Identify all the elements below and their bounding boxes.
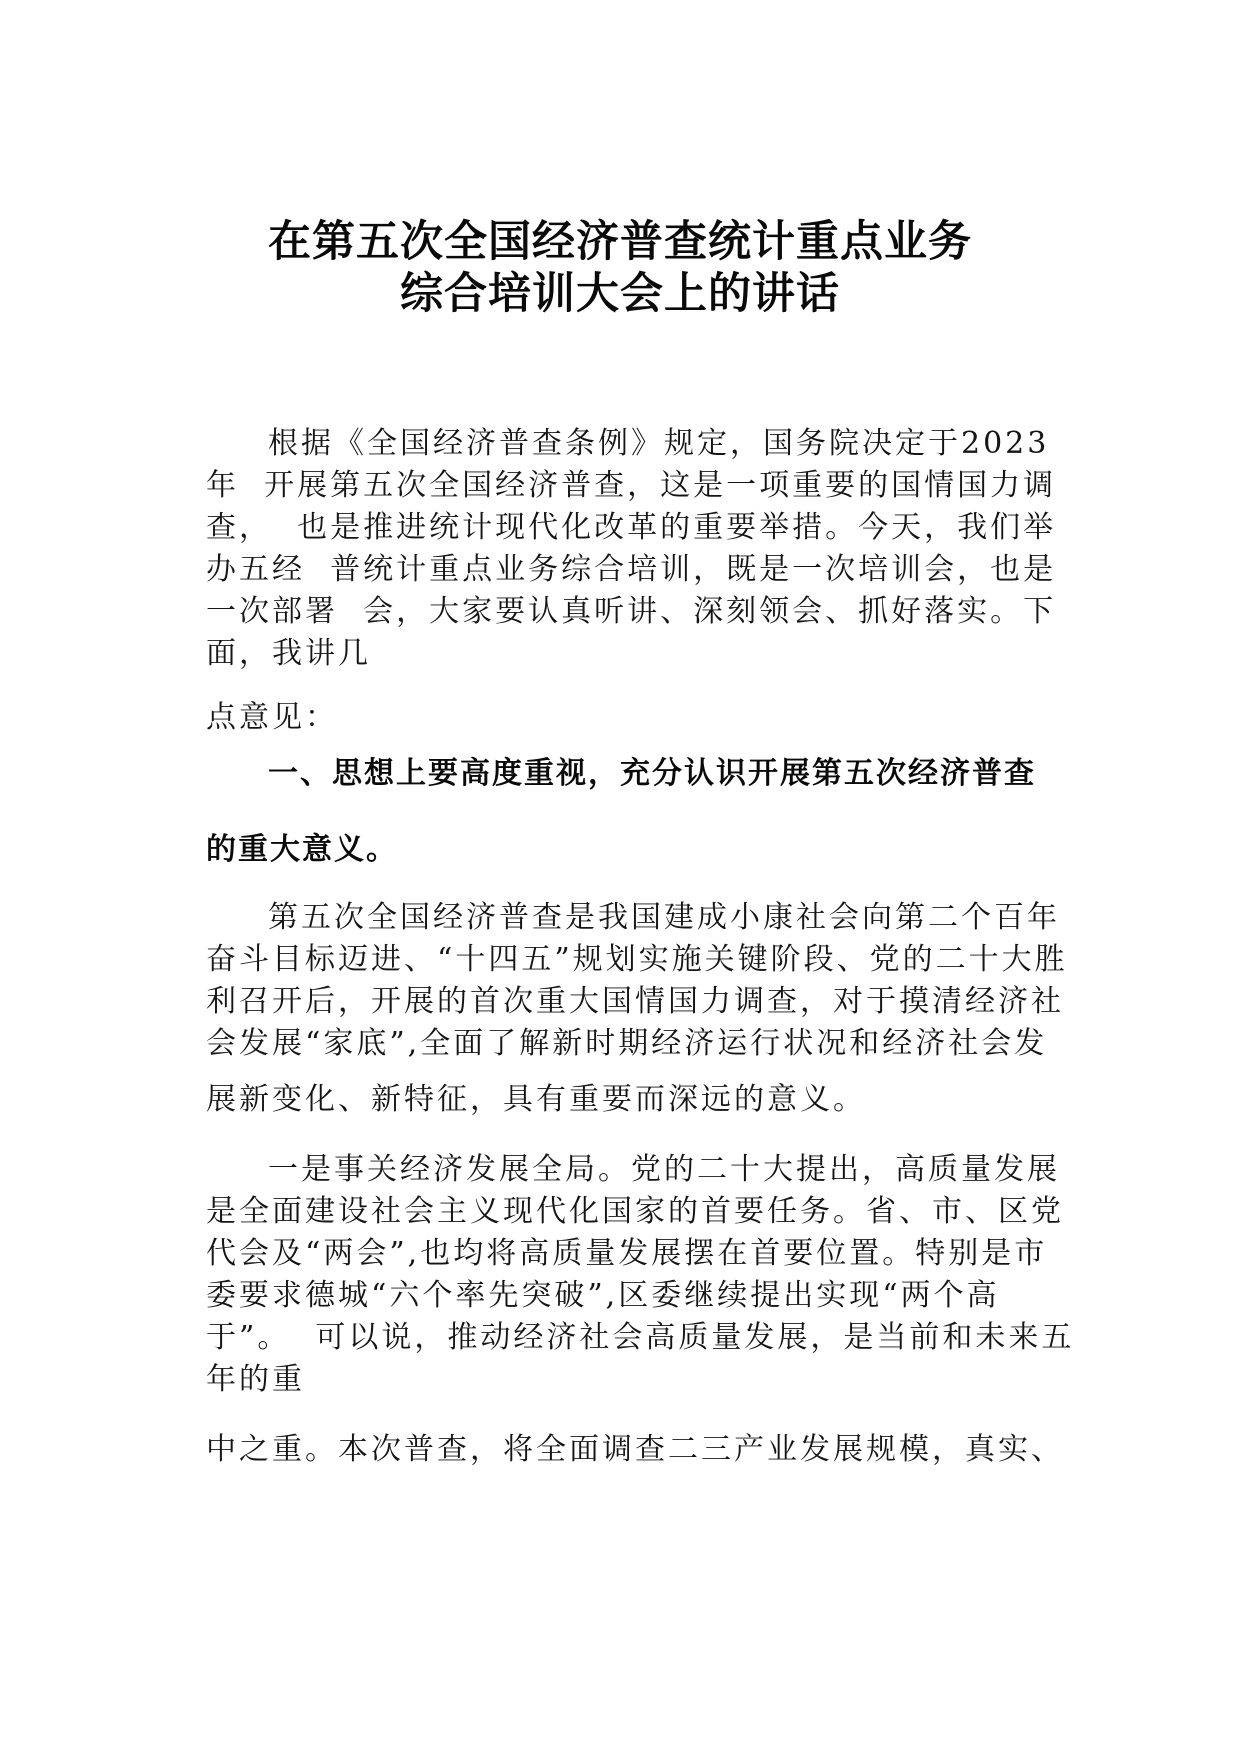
paragraph-1-line-5: 展新变化、新特征，具有重要而深远的意义。 (206, 1082, 866, 1117)
intro-line-6: 面，我讲几 (206, 636, 371, 671)
intro-line-2: 年 开展第五次全国经济普查，这是一项重要的国情国力调 (206, 468, 1057, 503)
paragraph-1-line-1: 第五次全国经济普查是我国建成小康社会向第二个百年 (268, 900, 1060, 935)
section-heading-1-line-2: 的重大意义。 (206, 832, 398, 867)
paragraph-1-line-3: 利召开后，开展的首次重大国情国力调查，对于摸清经济社 (206, 984, 1064, 1019)
paragraph-1-line-4: 会发展“家底”,全面了解新时期经济运行状况和经济社会发 (206, 1026, 1048, 1061)
document-title-line-2: 综合培训大会上的讲话 (400, 269, 840, 319)
intro-line-7: 点意见： (206, 700, 338, 735)
document-title-line-1: 在第五次全国经济普查统计重点业务 (268, 217, 972, 267)
intro-line-4: 办五经 普统计重点业务综合培训，既是一次培训会，也是 (206, 552, 1057, 587)
intro-line-1: 根据《全国经济普查条例》规定，国务院决定于2023 (268, 426, 1050, 461)
paragraph-2-line-4: 委要求德城“六个率先突破”,区委继续提出实现“两个高 (206, 1278, 1000, 1313)
paragraph-2-line-7: 中之重。本次普查，将全面调查二三产业发展规模，真实、 (206, 1432, 1064, 1467)
paragraph-2-line-2: 是全面建设社会主义现代化国家的首要任务。省、市、区党 (206, 1194, 1064, 1229)
intro-line-3: 查， 也是推进统计现代化改革的重要举措。今天，我们举 (206, 510, 1057, 545)
paragraph-1-line-2: 奋斗目标迈进、“十四五”规划实施关键阶段、党的二十大胜 (206, 942, 1068, 977)
intro-line-5: 一次部署 会，大家要认真听讲、深刻领会、抓好落实。下 (206, 594, 1057, 629)
paragraph-2-line-3: 代会及“两会”,也均将高质量发展摆在首要位置。特别是市 (206, 1236, 1048, 1271)
paragraph-2-line-5: 于”。 可以说，推动经济社会高质量发展，是当前和未来五 (206, 1320, 1075, 1355)
paragraph-2-line-6: 年的重 (206, 1362, 305, 1397)
paragraph-2-line-1: 一是事关经济发展全局。党的二十大提出，高质量发展 (268, 1152, 1060, 1187)
section-heading-1-line-1: 一、思想上要高度重视，充分认识开展第五次经济普查 (268, 756, 1036, 791)
